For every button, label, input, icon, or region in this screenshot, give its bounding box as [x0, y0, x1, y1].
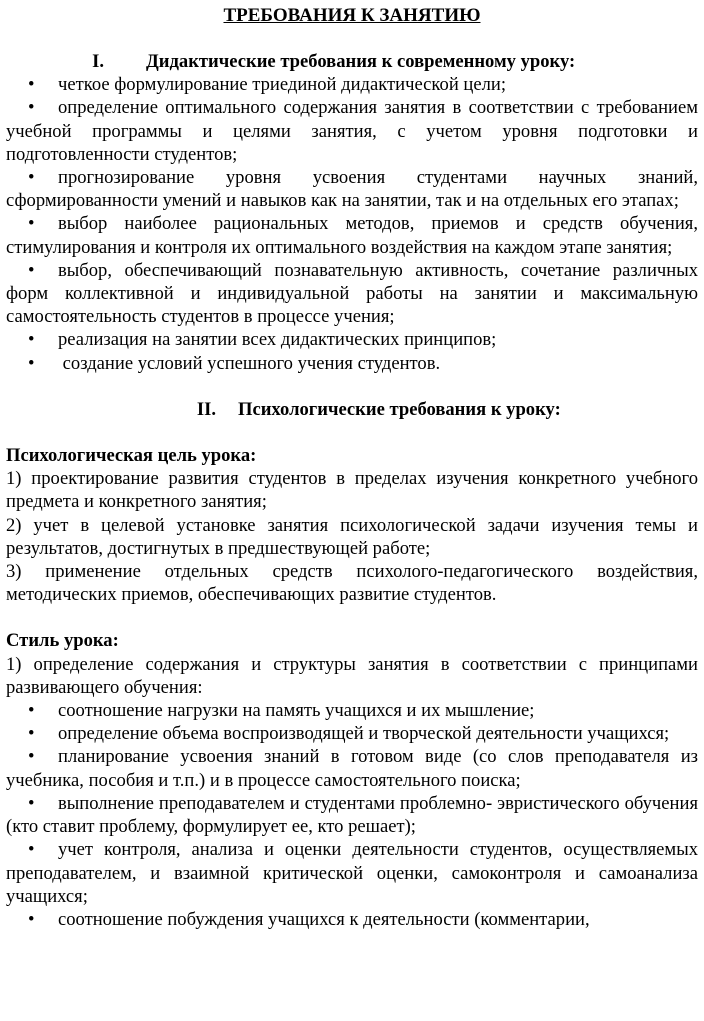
goal-list — [6, 467, 698, 606]
bullet-icon: • — [28, 329, 35, 351]
list-item: • определение оптимального содержания занятия в соответствии с требованием учебной программы и целями занятия, с учетом уровня подготовки и подготовленности студентов; — [6, 97, 698, 165]
list-item: • соотношение побуждения учащихся к деятельности (комментарии, — [6, 908, 698, 931]
section-1-bullet-list — [6, 73, 698, 375]
section-2-heading — [6, 398, 698, 421]
section-1-number: I. — [92, 51, 104, 72]
list-item: • выбор наиболее рациональных методов, приемов и средств обучения, стимулирования и контроля их оптимального воздействия на каждом этапе занятия; — [6, 213, 698, 258]
list-item: • определение объема воспроизводящей и творческой деятельности учащихся; — [6, 722, 698, 745]
bullet-icon: • — [28, 74, 35, 96]
section-2-title: Психологические требования к уроку: — [238, 398, 561, 420]
list-item: • выбор, обеспечивающий познавательную активность, сочетание различных форм коллективной и индивидуальной работы на занятии и максимальную самостоятельность студентов в процессе учения; — [6, 259, 698, 328]
section-2-number: II. — [196, 398, 216, 420]
section-1-title: Дидактические требования к современному уроку: — [146, 51, 576, 72]
list-item: • выполнение преподавателем и студентами проблемно- эвристического обучения (кто ставит проблему, формулирует ее, кто решает); — [6, 792, 698, 838]
list-item: • планирование усвоения знаний в готовом виде (со слов преподавателя из учебника, пособия и т.п.) и в процессе самостоятельного поиска; — [6, 746, 698, 791]
bullet-icon: • — [28, 839, 35, 861]
list-item: • учет контроля, анализа и оценки деятельности студентов, осуществляемых преподавателем, и взаимной критической оценки, самоконтроля и самоанализа учащихся; — [6, 839, 698, 907]
bullet-icon: • — [28, 908, 35, 930]
style-label: Стиль урока: — [6, 630, 119, 652]
list-item: • соотношение нагрузки на память учащихся и их мышление; — [6, 699, 698, 722]
list-item: • прогнозирование уровня усвоения студентами научных знаний, сформированности умений и навыков как на занятии, так и на отдельных его этапах; — [6, 167, 698, 212]
bullet-icon: • — [28, 792, 35, 814]
bullet-icon: • — [28, 167, 35, 189]
list-item: • создание условий успешного учения студентов. — [6, 352, 698, 375]
list-item: 1) проектирование развития студентов в пределах изучения конкретного учебного предмета и конкретного занятия; — [6, 468, 698, 513]
document-page — [0, 4, 704, 1021]
bullet-icon: • — [28, 97, 35, 119]
style-intro: 1) определение содержания и структуры занятия в соответствии с принципами развивающего обучения: — [6, 653, 698, 698]
bullet-icon: • — [28, 352, 35, 374]
bullet-icon: • — [28, 746, 35, 768]
list-item: 3) применение отдельных средств психолого-педагогического воздействия, методических приемов, обеспечивающих развитие студентов. — [6, 561, 698, 606]
list-item: 2) учет в целевой установке занятия психологической задачи изучения темы и результатов, достигнутых в предшествующей работе; — [6, 514, 698, 559]
bullet-icon: • — [28, 700, 35, 722]
goal-label: Психологическая цель урока: — [6, 445, 257, 467]
list-item: • четкое формулирование триединой дидактической цели; — [6, 73, 698, 96]
bullet-icon: • — [28, 213, 35, 235]
section-1-heading — [6, 50, 698, 73]
list-item: • реализация на занятии всех дидактических принципов; — [6, 328, 698, 351]
document-title: ТРЕБОВАНИЯ К ЗАНЯТИЮ — [223, 5, 481, 26]
bullet-icon: • — [28, 723, 35, 745]
style-bullet-list — [6, 699, 698, 931]
bullet-icon: • — [28, 259, 35, 281]
